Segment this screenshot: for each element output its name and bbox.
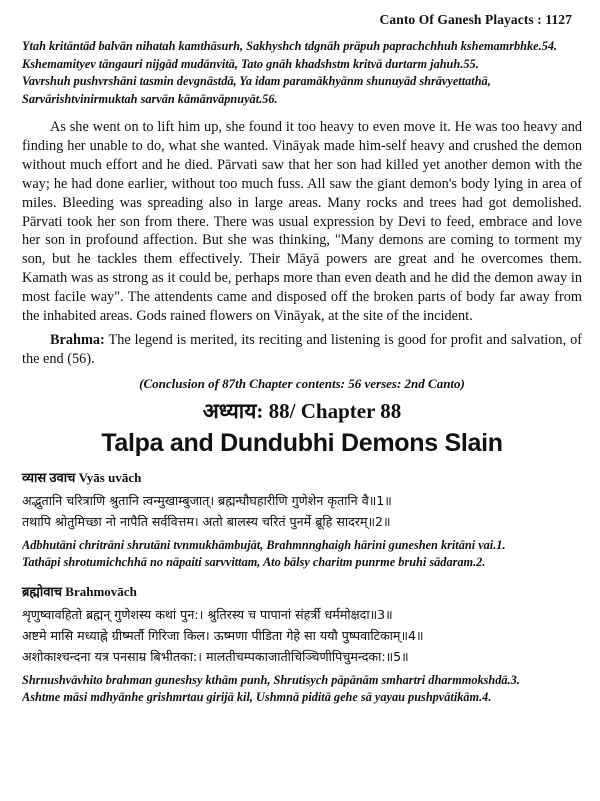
sanskrit-line: अद्भुतानि चरित्राणि श्रुतानि त्वन्मुखाम्बुजात्। ब्रह्मन्घौघहारीणि गुणेशेन कृतानि वै॥1॥: [22, 492, 392, 508]
speaker-label: Brahma:: [50, 331, 105, 348]
brahma-paragraph: [22, 331, 582, 369]
sanskrit-line: शृणुष्वावहितो ब्रह्मन् गुणेशस्य कथां पुन:। श्रुतिरस्य च पापानां संहर्त्री धर्ममोक्षदा॥3॥: [22, 606, 393, 622]
verse-line: Adbhutāni chritrāni shrutāni tvnmukhāmbujāt, Brahmnnghaigh hārini guneshen kritāni vai.1.: [22, 537, 506, 552]
verse-line: Vavrshuh pushvrshāni tasmin devgnāstdā, Ya idam paramākhyānm shunuyād shrāvyettathā,: [22, 74, 491, 88]
sanskrit-verses-1: [22, 490, 582, 532]
speaker-heading-brahma: ब्रह्मोवाच Brahmovāch: [22, 583, 137, 599]
transliteration-1: [22, 537, 582, 572]
verse-transliteration-top: [22, 38, 582, 108]
narrative-paragraph: As she went on to lift him up, she found it too heavy to even move it. He was too heavy and finding her unable to do, what she wanted. Vināyak made him-self heavy and crushed the demon without much effort and he died. Pārvati saw that her son had killed yet another demon with the way; he had done earlier, without too much fuss. All saw the giant demon's body lying in area of miles. Bleeding was spreading also in large areas. Many rocks and trees had got demolished. Pārvati took her son from there. There was usual expression by Devi to feed, embrace and love her son in profound affection. But she was thinking, "Many demons are coming to torment my son, but he tackles them effectively. Their Māyā powers are great and he overcomes them. Kamath was as strong as it could be, perhaps more than even death and he did the demon away in most facile way". The attendents came and disposed off the broken parts of body far away from the inhabited areas. Gods rained flowers on Vināyak, at the site of the incident.: [22, 119, 582, 325]
verse-line: Ytah kritāntād balvān nihatah kamthāsurh, Sakhyshch tdgnāh prāpuh paprachchhuh kshemamrbhke.54.: [22, 39, 558, 53]
sanskrit-verses-2: [22, 604, 582, 667]
verse-line: Shrnushvāvhito brahman guneshsy kthām punh, Shrutisych pāpānām smhartri dharmmokshdā.3.: [22, 672, 520, 687]
speaker-heading-vyas: व्यास उवाच Vyās uvāch: [22, 469, 142, 485]
running-header: Canto Of Ganesh Playacts : 1127: [379, 12, 572, 27]
chapter-conclusion-note: (Conclusion of 87th Chapter contents: 56 verses: 2nd Canto): [139, 375, 465, 391]
chapter-number-heading: अध्याय: 88/ Chapter 88: [202, 398, 402, 423]
chapter-title: Talpa and Dundubhi Demons Slain: [101, 428, 503, 457]
paragraph-text: The legend is merited, its reciting and listening is good for profit and salvation, of the end (56).: [22, 331, 582, 367]
sanskrit-line: अष्टमे मासि मध्याह्ने ग्रीष्मर्तौ गिरिजा किल। ऊष्मणा पीडिता गेहे सा ययौ पुष्पवाटिकाम्॥4॥: [22, 627, 424, 643]
sanskrit-line: अशोकाश्चन्दना यत्र पनसाम्र बिभीतका:। मालतीचम्पकाजातीचिञ्चिणीपिचुमन्दका:॥5॥: [22, 648, 409, 664]
sanskrit-line: तथापि श्रोतुमिच्छा नो नापैति सर्ववित्तम। अतो बालस्य चरितं पुनर्मे ब्रूहि सादरम्॥2॥: [22, 513, 391, 529]
verse-line: Sarvārishtvinirmuktah sarvān kāmānvāpnuyāt.56.: [22, 91, 278, 106]
verse-line: Ashtme māsi mdhyānhe grishmrtau girijā kil, Ushmnā piditā gehe sā yayau pushpvātikām.4.: [22, 690, 492, 705]
transliteration-2: [22, 672, 582, 707]
verse-line: Kshemamityev tāngauri nijgād mudānvitā, Tato gnāh khadshstm kritvā durtarm jahuh.55.: [22, 56, 479, 71]
verse-line: Tathāpi shrotumichchhā no nāpaiti sarvvittam, Ato bālsy charitm punrme bruhi sādaram.2.: [22, 555, 486, 570]
